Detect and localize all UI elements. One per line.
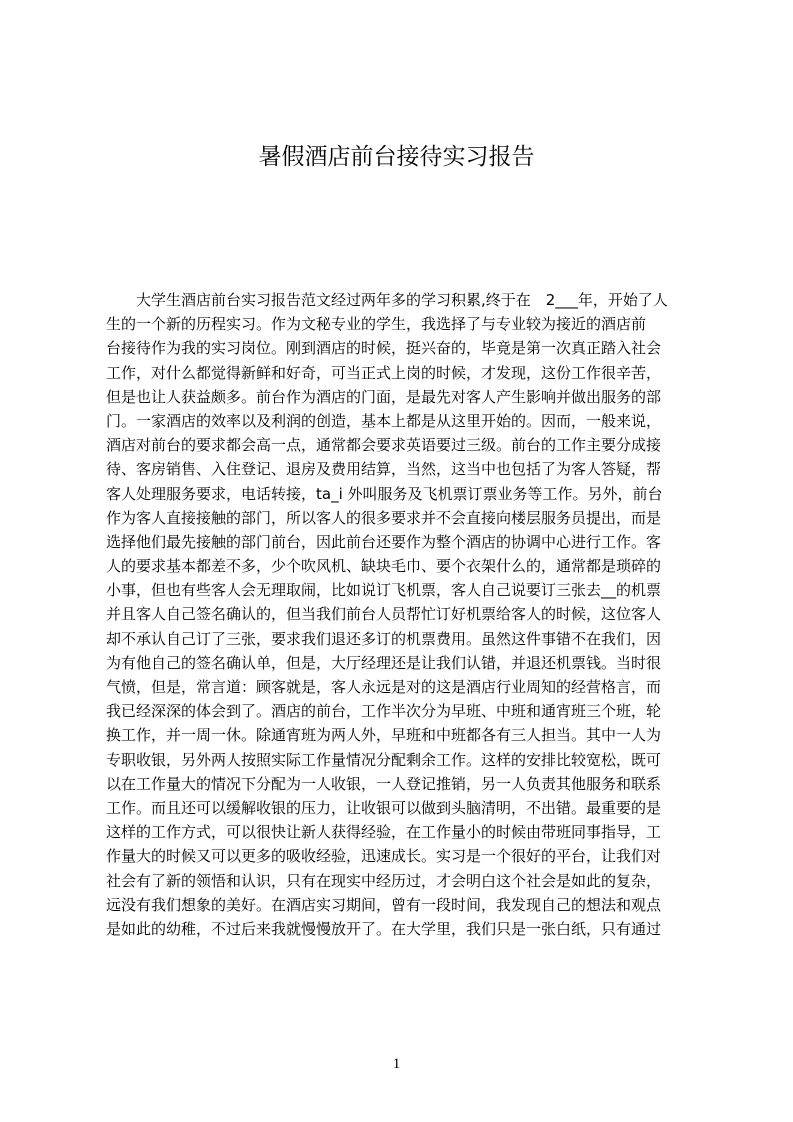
text-line: 我已经深深的体会到了。酒店的前台，工作半次分为早班、中班和通宵班三个班，轮 (106, 702, 662, 721)
text-line: 作量大的时候又可以更多的吸收经验，迅速成长。实习是一个很好的平台，让我们对 (106, 847, 662, 866)
text-line: 酒店对前台的要求都会高一点，通常都会要求英语要过三级。前台的工作主要分成接 (106, 436, 662, 455)
text-line: 台接待作为我的实习岗位。刚到酒店的时候，挺兴奋的，毕竟是第一次真正踏入社会 (106, 339, 662, 358)
text-line: 人的要求基本都差不多，少个吹风机、缺块毛巾、要个衣架什么的，通常都是琐碎的 (106, 557, 662, 576)
body-paragraph (106, 288, 698, 941)
text-line: 却不承认自己订了三张，要求我们退还多订的机票费用。虽然这件事错不在我们，因 (106, 629, 662, 648)
document-title: 暑假酒店前台接待实习报告 (258, 144, 535, 170)
text-line: 生的一个新的历程实习。作为文秘专业的学生，我选择了与专业较为接近的酒店前 (106, 315, 647, 334)
text-line: 大学生酒店前台实习报告范文经过两年多的学习积累,终于在 2___年，开始了人 (106, 291, 668, 309)
text-line: 是如此的幼稚，不过后来我就慢慢放开了。在大学里，我们只是一张白纸，只有通过 (106, 919, 662, 938)
text-line: 但是也让人获益颇多。前台作为酒店的门面，是最先对客人产生影响并做出服务的部 (106, 387, 662, 406)
text-line: 选择他们最先接触的部门前台，因此前台还要作为整个酒店的协调中心进行工作。客 (106, 532, 662, 551)
text-line: 工作，对什么都觉得新鲜和好奇，可当正式上岗的时候，才发现，这份工作很辛苦， (106, 363, 662, 382)
text-line: 作为客人直接接触的部门，所以客人的很多要求并不会直接向楼层服务员提出，而是 (106, 508, 662, 527)
text-line: 社会有了新的领悟和认识，只有在现实中经历过，才会明白这个社会是如此的复杂， (106, 871, 662, 890)
text-line: 换工作，并一周一休。除通宵班为两人外，早班和中班都各有三人担当。其中一人为 (106, 726, 662, 745)
text-line: 工作。而且还可以缓解收银的压力，让收银可以做到头脑清明，不出错。最重要的是 (106, 798, 662, 817)
text-line: 为有他自己的签名确认单，但是，大厅经理还是让我们认错，并退还机票钱。当时很 (106, 653, 662, 672)
text-line: 并且客人自己签名确认的，但当我们前台人员帮忙订好机票给客人的时候，这位客人 (106, 605, 662, 624)
text-line: 小事，但也有些客人会无理取闹，比如说订飞机票，客人自己说要订三张去__的机票 (106, 581, 662, 600)
text-line: 待、客房销售、入住登记、退房及费用结算，当然，这当中也包括了为客人答疑，帮 (106, 460, 662, 479)
text-line: 客人处理服务要求，电话转接，ta_i 外叫服务及飞机票订票业务等工作。另外，前台 (106, 484, 663, 503)
text-line: 门。一家酒店的效率以及利润的创造，基本上都是从这里开始的。因而，一般来说， (106, 411, 662, 430)
page-number: 1 (392, 1056, 401, 1072)
text-line: 气愤，但是，常言道：顾客就是，客人永远是对的这是酒店行业周知的经营格言，而 (106, 678, 662, 696)
text-line: 以在工作量大的情况下分配为一人收银，一人登记推销，另一人负责其他服务和联系 (106, 774, 662, 793)
text-line: 这样的工作方式，可以很快让新人获得经验，在工作量小的时候由带班同事指导，工 (106, 823, 662, 842)
text-line: 专职收银，另外两人按照实际工作量情况分配剩余工作。这样的安排比较宽松，既可 (106, 750, 662, 769)
text-line: 远没有我们想象的美好。在酒店实习期间，曾有一段时间，我发现自己的想法和观点 (106, 895, 662, 914)
